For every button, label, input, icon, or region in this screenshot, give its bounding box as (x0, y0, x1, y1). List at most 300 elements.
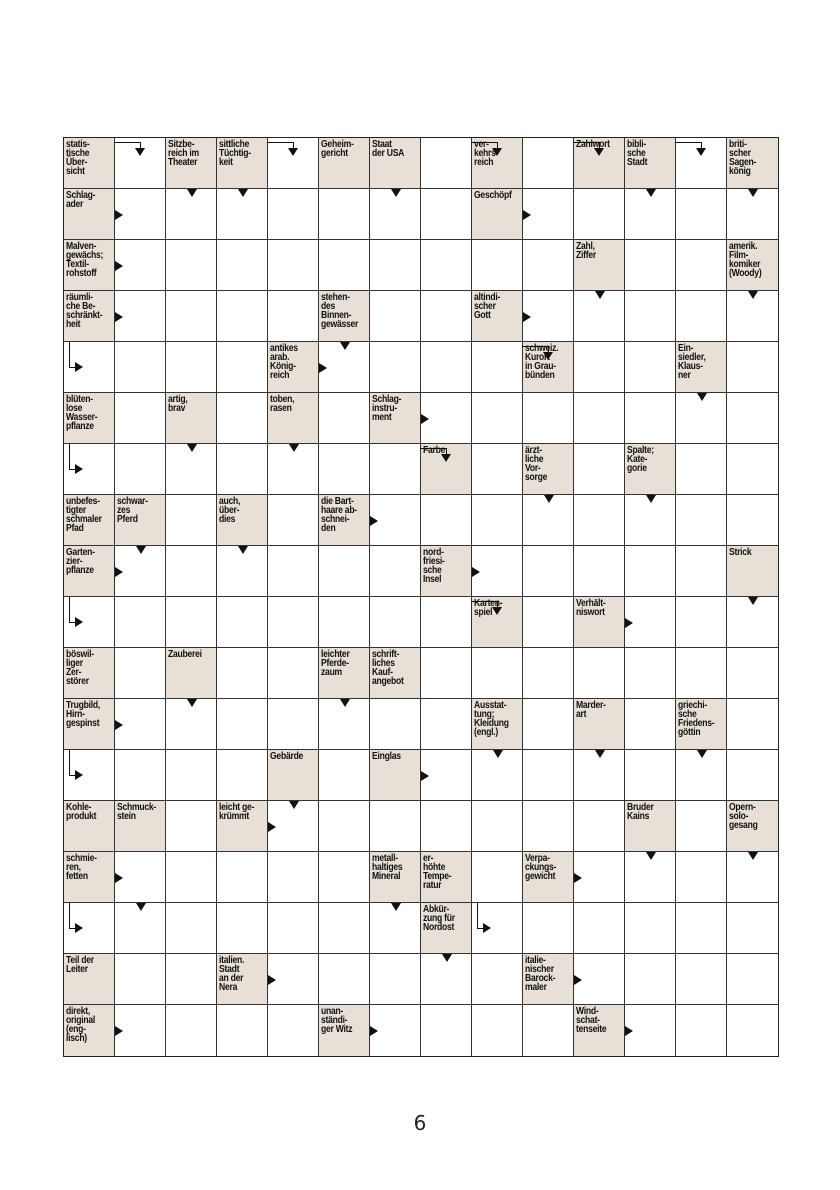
answer-cell[interactable] (625, 393, 676, 444)
clue-text: Abkür- zung für Nordost (423, 904, 455, 933)
clue-text: ver- kehrs- reich (474, 139, 499, 168)
answer-cell[interactable] (166, 495, 217, 546)
answer-cell[interactable] (319, 189, 370, 240)
answer-cell[interactable] (727, 699, 778, 750)
clue-cell (217, 138, 268, 189)
answer-cell[interactable] (676, 648, 727, 699)
clue-cell (166, 393, 217, 444)
answer-cell[interactable] (370, 801, 421, 852)
clue-cell (319, 1005, 370, 1056)
arrow-right-icon (483, 923, 491, 933)
answer-cell[interactable] (115, 648, 166, 699)
answer-cell[interactable] (268, 903, 319, 954)
answer-cell[interactable] (115, 444, 166, 495)
arrow-right-icon (370, 1026, 378, 1036)
answer-cell[interactable] (370, 546, 421, 597)
answer-cell[interactable] (217, 342, 268, 393)
clue-cell (472, 291, 523, 342)
answer-cell[interactable] (625, 750, 676, 801)
answer-cell[interactable] (625, 291, 676, 342)
clue-text: Bruder Kains (627, 802, 654, 822)
clue-cell (64, 138, 115, 189)
clue-text: Farbe (423, 445, 446, 456)
arrow-down-icon (442, 954, 452, 962)
answer-cell[interactable] (319, 597, 370, 648)
arrow-down-icon (748, 291, 758, 299)
arrow-down-icon (493, 750, 503, 758)
clue-cell (64, 240, 115, 291)
answer-cell[interactable] (523, 801, 574, 852)
arrow-right-icon (625, 618, 633, 628)
clue-cell (64, 291, 115, 342)
answer-cell[interactable] (472, 444, 523, 495)
clue-cell (64, 1005, 115, 1056)
answer-cell[interactable] (472, 1005, 523, 1056)
clue-cell (64, 954, 115, 1005)
arrow-right-icon (115, 210, 123, 220)
clue-cell (166, 138, 217, 189)
answer-cell[interactable] (523, 546, 574, 597)
answer-cell[interactable] (625, 954, 676, 1005)
clue-text: briti- scher Sagen- könig (729, 139, 757, 177)
clue-cell (64, 852, 115, 903)
answer-cell[interactable] (370, 699, 421, 750)
answer-cell[interactable] (115, 597, 166, 648)
clue-cell (64, 189, 115, 240)
clue-text: auch, über- dies (219, 496, 241, 525)
arrow-right-icon (421, 414, 429, 424)
clue-text: unan- ständi- ger Witz (321, 1006, 353, 1035)
answer-cell[interactable] (370, 342, 421, 393)
answer-cell[interactable] (217, 240, 268, 291)
arrow-right-icon (421, 771, 429, 781)
arrow-down-icon (391, 189, 401, 197)
arrow-right-icon (523, 210, 531, 220)
answer-cell[interactable] (166, 903, 217, 954)
clue-text: Sitzbe- reich im Theater (168, 139, 199, 168)
answer-cell[interactable] (421, 801, 472, 852)
answer-cell[interactable] (319, 852, 370, 903)
clue-text: Zahl, Ziffer (576, 241, 596, 261)
answer-cell[interactable] (472, 852, 523, 903)
clue-cell (523, 444, 574, 495)
arrow-right-icon (370, 516, 378, 526)
answer-cell[interactable] (115, 750, 166, 801)
answer-cell[interactable] (574, 495, 625, 546)
arrow-down-icon (544, 495, 554, 503)
clue-cell (64, 801, 115, 852)
answer-cell[interactable] (625, 903, 676, 954)
answer-cell[interactable] (268, 648, 319, 699)
answer-cell[interactable] (574, 393, 625, 444)
clue-cell (319, 291, 370, 342)
clue-text: Wind- schat- tenseite (576, 1006, 607, 1035)
clue-cell (625, 138, 676, 189)
answer-cell[interactable] (625, 342, 676, 393)
answer-cell[interactable] (115, 342, 166, 393)
clue-cell (370, 393, 421, 444)
clue-cell (523, 954, 574, 1005)
answer-cell[interactable] (268, 546, 319, 597)
answer-cell[interactable] (727, 495, 778, 546)
answer-cell[interactable] (574, 903, 625, 954)
arrow-down-icon (340, 342, 350, 350)
clue-text: Geheim- gericht (321, 139, 354, 159)
answer-cell[interactable] (166, 954, 217, 1005)
answer-cell[interactable] (217, 750, 268, 801)
clue-text: Teil der Leiter (66, 955, 94, 975)
answer-cell[interactable] (574, 648, 625, 699)
clue-text: Trugbild, Hirn- gespinst (66, 700, 100, 729)
arrow-right-icon (523, 312, 531, 322)
arrow-right-icon (268, 822, 276, 832)
clue-text: Schmuck- stein (117, 802, 157, 822)
clue-cell (472, 189, 523, 240)
clue-cell (727, 240, 778, 291)
clue-cell (727, 138, 778, 189)
answer-cell[interactable] (523, 240, 574, 291)
answer-cell[interactable] (472, 801, 523, 852)
answer-cell[interactable] (268, 240, 319, 291)
clue-cell (574, 597, 625, 648)
answer-cell[interactable] (676, 444, 727, 495)
answer-cell[interactable] (166, 597, 217, 648)
answer-cell[interactable] (217, 903, 268, 954)
answer-cell[interactable] (574, 444, 625, 495)
answer-cell[interactable] (676, 801, 727, 852)
answer-cell[interactable] (319, 903, 370, 954)
answer-cell[interactable] (421, 648, 472, 699)
clue-cell (217, 801, 268, 852)
arrow-down-icon (289, 801, 299, 809)
clue-text: italie- nischer Barock- maler (525, 955, 556, 993)
arrow-down-icon (288, 148, 298, 156)
answer-cell[interactable] (523, 1005, 574, 1056)
answer-cell[interactable] (676, 291, 727, 342)
answer-cell[interactable] (472, 342, 523, 393)
answer-cell[interactable] (625, 648, 676, 699)
arrow-down-icon (492, 607, 502, 615)
clue-text: Malven- gewächs; Textil- rohstoff (66, 241, 104, 279)
clue-cell (370, 648, 421, 699)
answer-cell[interactable] (166, 546, 217, 597)
clue-text: ärzt- liche Vor- sorge (525, 445, 548, 483)
clue-cell (319, 495, 370, 546)
answer-cell[interactable] (166, 1005, 217, 1056)
clue-text: metall- haltiges Mineral (372, 853, 403, 882)
arrow-right-icon (75, 617, 83, 627)
answer-cell[interactable] (676, 495, 727, 546)
clue-cell (421, 852, 472, 903)
answer-cell[interactable] (676, 1005, 727, 1056)
answer-cell[interactable] (727, 750, 778, 801)
arrow-right-icon (75, 923, 83, 933)
arrow-down-icon (748, 852, 758, 860)
arrow-right-icon (625, 1026, 633, 1036)
answer-cell[interactable] (676, 189, 727, 240)
answer-cell[interactable] (370, 597, 421, 648)
answer-cell[interactable] (523, 903, 574, 954)
answer-cell[interactable] (217, 1005, 268, 1056)
clue-text: Ausstat- tung; Kleidung (engl.) (474, 700, 509, 738)
clue-text: Zauberei (168, 649, 202, 660)
arrow-down-icon (441, 454, 451, 462)
answer-cell[interactable] (268, 852, 319, 903)
answer-cell[interactable] (268, 597, 319, 648)
answer-cell[interactable] (319, 444, 370, 495)
answer-cell[interactable] (421, 138, 472, 189)
clue-text: Staat der USA (372, 139, 405, 159)
answer-cell[interactable] (523, 750, 574, 801)
clue-text: nord- friesi- sche Insel (423, 547, 445, 585)
answer-cell[interactable] (217, 444, 268, 495)
clue-cell (64, 495, 115, 546)
clue-text: direkt, original (eng- lisch) (66, 1006, 95, 1044)
arrow-right-icon (115, 1026, 123, 1036)
answer-cell[interactable] (523, 648, 574, 699)
clue-text: schmie- ren, fetten (66, 853, 97, 882)
arrow-down-icon (187, 699, 197, 707)
answer-cell[interactable] (727, 393, 778, 444)
arrow-down-icon (646, 189, 656, 197)
clue-text: statis- tische Über- sicht (66, 139, 90, 177)
answer-cell[interactable] (319, 750, 370, 801)
answer-cell[interactable] (166, 240, 217, 291)
arrow-right-icon (268, 975, 276, 985)
answer-cell[interactable] (166, 750, 217, 801)
clue-text: Geschöpf (474, 190, 512, 201)
clue-cell (319, 138, 370, 189)
clue-text: toben, rasen (270, 394, 295, 414)
clue-text: Spalte; Kate- gorie (627, 445, 654, 474)
arrow-down-icon (646, 495, 656, 503)
arrow-right-icon (472, 567, 480, 577)
answer-cell[interactable] (268, 699, 319, 750)
answer-cell[interactable] (370, 240, 421, 291)
answer-cell[interactable] (574, 546, 625, 597)
answer-cell[interactable] (370, 291, 421, 342)
arrow-right-icon (75, 362, 83, 372)
clue-text: Kohle- produkt (66, 802, 97, 822)
arrow-right-icon (115, 261, 123, 271)
clue-text: Marder- art (576, 700, 606, 720)
answer-cell[interactable] (166, 342, 217, 393)
answer-cell[interactable] (472, 648, 523, 699)
answer-cell[interactable] (421, 291, 472, 342)
answer-cell[interactable] (472, 393, 523, 444)
answer-cell[interactable] (319, 546, 370, 597)
arrow-right-icon (75, 770, 83, 780)
clue-text: Verhält- niswort (576, 598, 606, 618)
arrow-right-icon (574, 975, 582, 985)
clue-text: räumli- che Be- schränkt- heit (66, 292, 103, 330)
answer-cell[interactable] (625, 699, 676, 750)
clue-cell (676, 342, 727, 393)
answer-cell[interactable] (166, 291, 217, 342)
clue-text: leicht ge- krümmt (219, 802, 255, 822)
clue-cell (268, 342, 319, 393)
answer-cell[interactable] (727, 1005, 778, 1056)
arrow-right-icon (115, 312, 123, 322)
arrow-right-icon (75, 464, 83, 474)
clue-text: Gebärde (270, 751, 304, 762)
clue-cell (421, 903, 472, 954)
arrow-down-icon (187, 189, 197, 197)
clue-text: altindi- scher Gott (474, 292, 501, 321)
answer-cell[interactable] (727, 903, 778, 954)
arrow-down-icon (289, 444, 299, 452)
answer-cell[interactable] (472, 495, 523, 546)
arrow-right-icon (115, 873, 123, 883)
clue-text: griechi- sche Friedens- göttin (678, 700, 715, 738)
clue-text: italien. Stadt an der Nera (219, 955, 245, 993)
answer-cell[interactable] (523, 597, 574, 648)
clue-text: schweiz. Kurort in Grau- bünden (525, 343, 559, 381)
clue-cell (523, 852, 574, 903)
answer-cell[interactable] (421, 495, 472, 546)
arrow-right-icon (319, 363, 327, 373)
arrow-right-icon (115, 567, 123, 577)
answer-cell[interactable] (115, 954, 166, 1005)
clue-cell (727, 801, 778, 852)
answer-cell[interactable] (727, 648, 778, 699)
clue-text: sittliche Tüchtig- keit (219, 139, 251, 168)
clue-text: artig, brav (168, 394, 188, 414)
clue-text: Karten- spiel (474, 598, 503, 618)
clue-text: Garten- zier- pflanze (66, 547, 95, 576)
answer-cell[interactable] (523, 699, 574, 750)
clue-text: Verpa- ckungs- gewicht (525, 853, 557, 882)
clue-text: schrift- liches Kauf- angebot (372, 649, 404, 687)
answer-cell[interactable] (727, 954, 778, 1005)
answer-cell[interactable] (166, 852, 217, 903)
clue-text: Einglas (372, 751, 401, 762)
clue-text: böswil- liger Zer- störer (66, 649, 94, 687)
arrow-right-icon (574, 873, 582, 883)
arrow-down-icon (594, 148, 604, 156)
arrow-down-icon (543, 352, 553, 360)
answer-cell[interactable] (574, 189, 625, 240)
answer-cell[interactable] (421, 597, 472, 648)
answer-cell[interactable] (727, 342, 778, 393)
arrow-down-icon (136, 546, 146, 554)
answer-cell[interactable] (625, 546, 676, 597)
clue-cell (421, 546, 472, 597)
answer-cell[interactable] (523, 393, 574, 444)
answer-cell[interactable] (421, 699, 472, 750)
clue-text: stehen- des Binnen- gewässer (321, 292, 359, 330)
clue-text: amerik. Film- komiker (Woody) (729, 241, 762, 279)
clue-cell (472, 699, 523, 750)
answer-cell[interactable] (676, 954, 727, 1005)
answer-cell[interactable] (217, 699, 268, 750)
answer-cell[interactable] (676, 903, 727, 954)
answer-cell[interactable] (319, 240, 370, 291)
answer-cell[interactable] (625, 240, 676, 291)
clue-text: Schlag- instru- ment (372, 394, 402, 423)
answer-cell[interactable] (421, 1005, 472, 1056)
clue-text: er- höhte Tempe- ratur (423, 853, 452, 891)
clue-cell (115, 495, 166, 546)
answer-cell[interactable] (421, 189, 472, 240)
clue-text: die Bart- haare ab- schnei- den (321, 496, 357, 534)
answer-cell[interactable] (523, 138, 574, 189)
arrow-down-icon (595, 291, 605, 299)
clue-cell (625, 444, 676, 495)
answer-cell[interactable] (472, 954, 523, 1005)
answer-cell[interactable] (268, 1005, 319, 1056)
answer-cell[interactable] (217, 597, 268, 648)
answer-cell[interactable] (217, 852, 268, 903)
answer-cell[interactable] (574, 342, 625, 393)
answer-cell[interactable] (166, 801, 217, 852)
answer-cell[interactable] (676, 852, 727, 903)
answer-cell[interactable] (217, 291, 268, 342)
answer-cell[interactable] (370, 954, 421, 1005)
crossword-grid (63, 137, 779, 1057)
clue-cell (574, 240, 625, 291)
arrow-down-icon (187, 444, 197, 452)
clue-text: Schlag- ader (66, 190, 96, 210)
clue-cell (64, 699, 115, 750)
answer-cell[interactable] (217, 648, 268, 699)
answer-cell[interactable] (574, 801, 625, 852)
answer-cell[interactable] (676, 597, 727, 648)
arrow-down-icon (748, 597, 758, 605)
arrow-down-icon (696, 148, 706, 156)
answer-cell[interactable] (676, 546, 727, 597)
clue-cell (370, 852, 421, 903)
answer-cell[interactable] (268, 189, 319, 240)
arrow-down-icon (697, 393, 707, 401)
answer-cell[interactable] (319, 393, 370, 444)
clue-cell (217, 495, 268, 546)
answer-cell[interactable] (421, 240, 472, 291)
arrow-down-icon (340, 699, 350, 707)
clue-cell (64, 648, 115, 699)
clue-cell (268, 750, 319, 801)
clue-cell (574, 1005, 625, 1056)
clue-cell (319, 648, 370, 699)
clue-cell (64, 393, 115, 444)
clue-cell (370, 750, 421, 801)
answer-cell[interactable] (115, 393, 166, 444)
clue-cell (727, 546, 778, 597)
answer-cell[interactable] (370, 444, 421, 495)
arrow-down-icon (136, 903, 146, 911)
arrow-down-icon (238, 546, 248, 554)
answer-cell[interactable] (421, 342, 472, 393)
clue-cell (115, 801, 166, 852)
clue-cell (676, 699, 727, 750)
answer-cell[interactable] (268, 495, 319, 546)
clue-text: Ein- siedler, Klaus- ner (678, 343, 706, 381)
answer-cell[interactable] (217, 393, 268, 444)
arrow-down-icon (697, 750, 707, 758)
answer-cell[interactable] (676, 240, 727, 291)
clue-cell (268, 393, 319, 444)
answer-cell[interactable] (727, 444, 778, 495)
clue-text: Opern- solo- gesang (729, 802, 758, 831)
answer-cell[interactable] (472, 240, 523, 291)
arrow-down-icon (646, 852, 656, 860)
clue-text: blüten- lose Wasser- pflanze (66, 394, 98, 432)
clue-text: bibli- sche Stadt (627, 139, 648, 168)
answer-cell[interactable] (319, 801, 370, 852)
answer-cell[interactable] (319, 954, 370, 1005)
answer-cell[interactable] (268, 291, 319, 342)
arrow-down-icon (748, 189, 758, 197)
